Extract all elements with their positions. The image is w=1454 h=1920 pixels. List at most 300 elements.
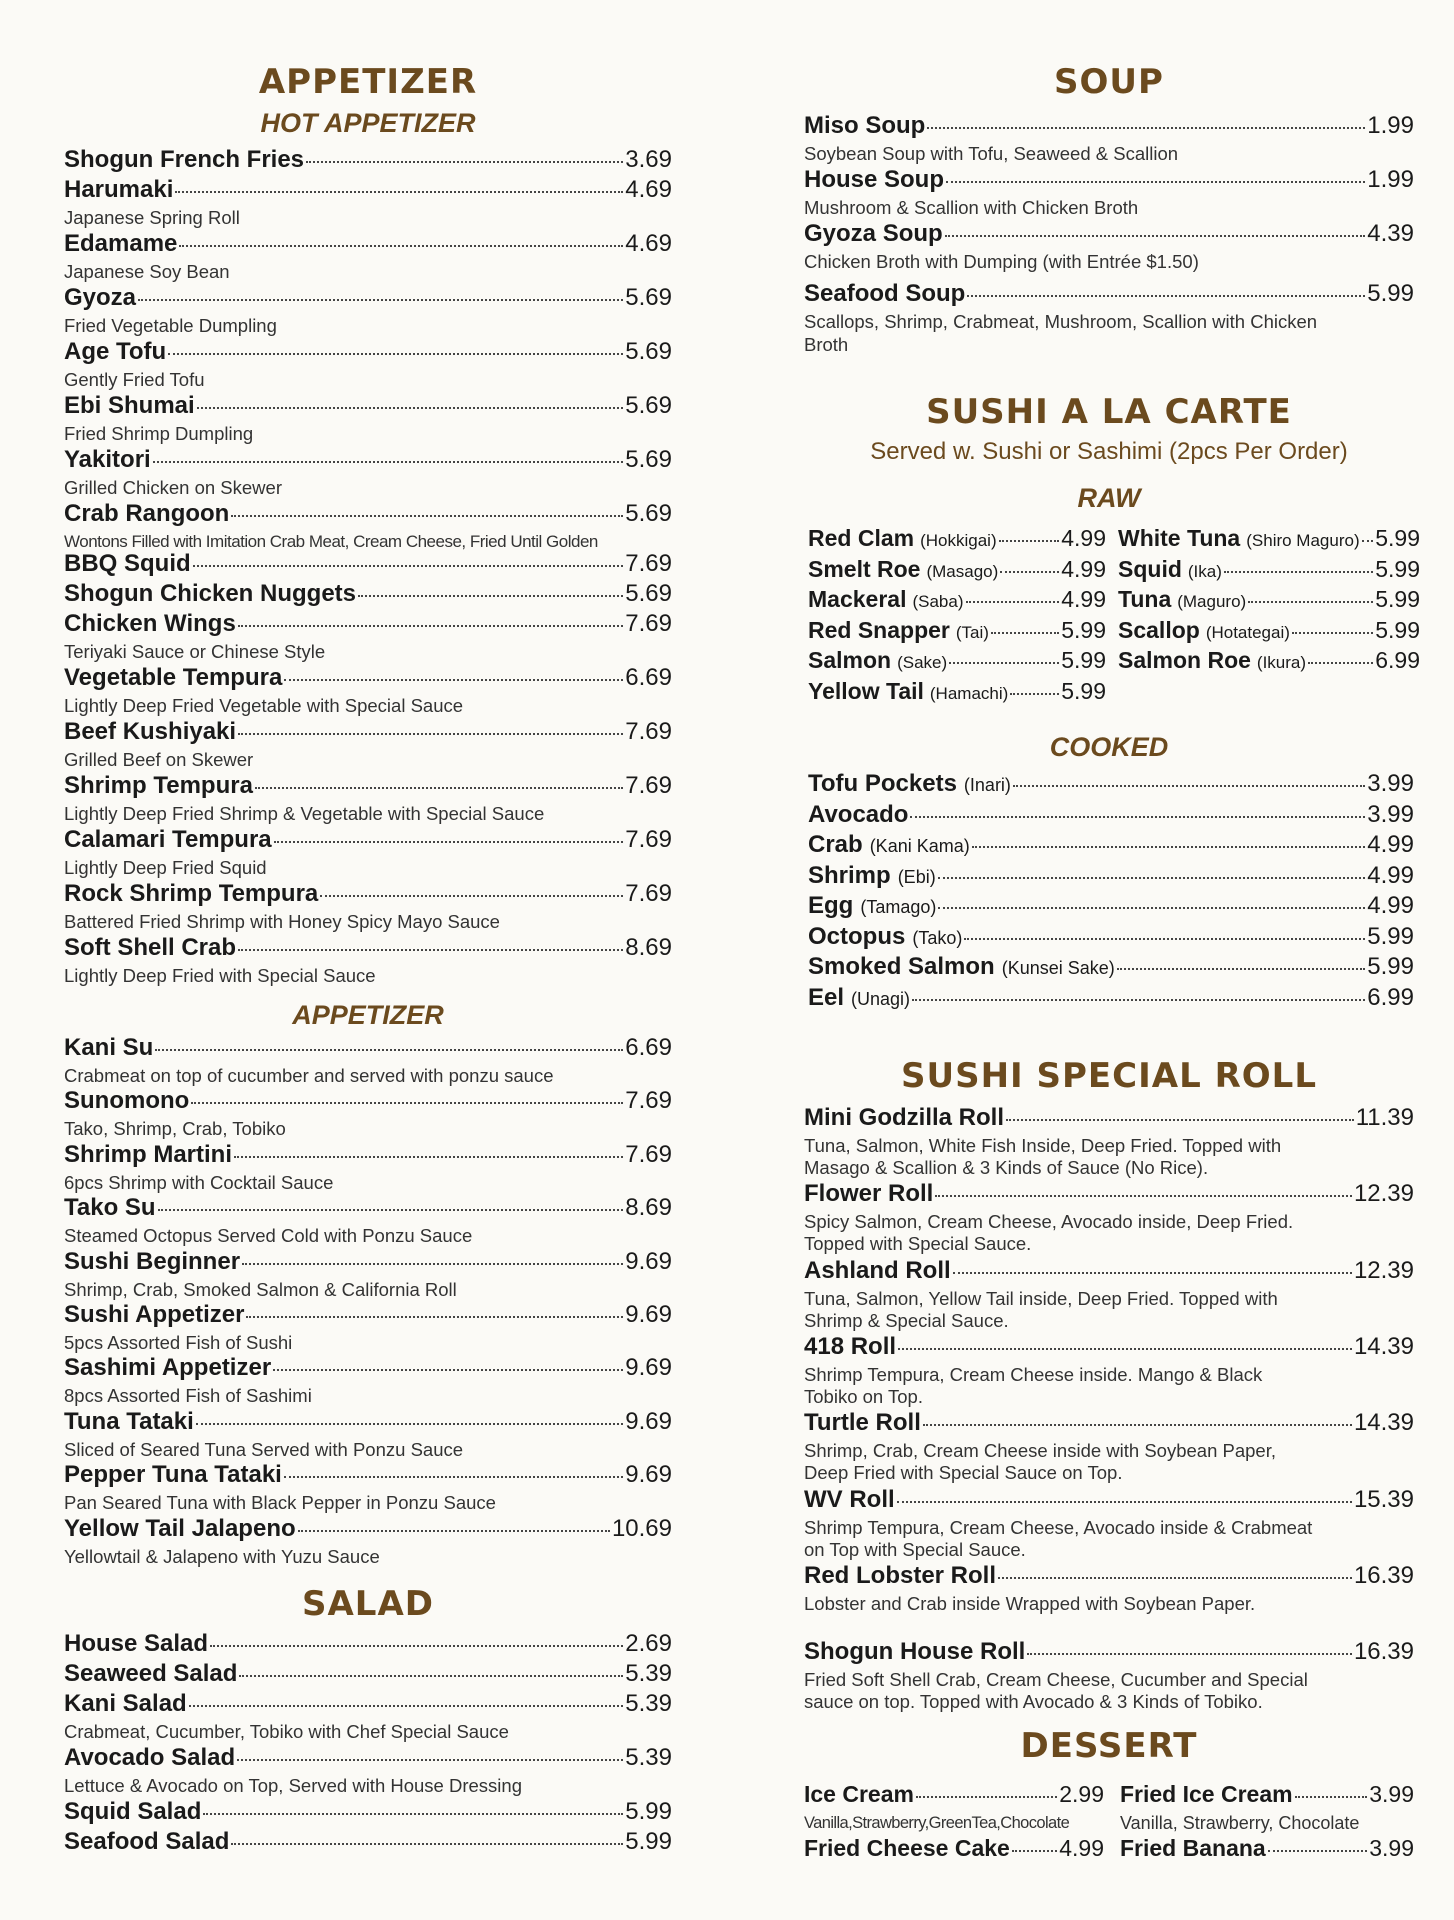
item-price: 5.39 xyxy=(625,1660,672,1687)
item-price: 10.69 xyxy=(611,1515,672,1542)
item-description: Lettuce & Avocado on Top, Served with House Dressing xyxy=(64,1775,522,1796)
item-price: 5.99 xyxy=(1367,923,1414,950)
item-description: on Top with Special Sauce. xyxy=(804,1539,1026,1560)
menu-item xyxy=(64,1828,672,1856)
leader-dots xyxy=(1013,785,1365,787)
item-price: 5.69 xyxy=(625,284,672,311)
leader-dots xyxy=(255,787,623,789)
cooked-heading: COOKED xyxy=(1049,732,1169,762)
item-description: Japanese Spring Roll xyxy=(64,207,240,228)
leader-dots xyxy=(916,1796,1057,1798)
item-name: Avocado xyxy=(808,801,909,828)
leader-dots xyxy=(179,245,623,247)
item-description: Grilled Chicken on Skewer xyxy=(64,477,282,498)
menu-item xyxy=(804,1562,1414,1590)
sushi-a-la-carte-heading: SUSHI A LA CARTE xyxy=(926,392,1292,432)
leader-dots xyxy=(196,1423,623,1425)
menu-item xyxy=(808,984,1414,1013)
item-name: Smelt Roe xyxy=(808,555,921,582)
item-japanese-name: (Tako) xyxy=(912,928,963,948)
item-description: Lightly Deep Fried Squid xyxy=(64,857,267,878)
item-japanese-name: (Sake) xyxy=(897,653,948,672)
menu-item xyxy=(808,524,1106,555)
leader-dots xyxy=(946,181,1365,183)
menu-item xyxy=(808,646,1106,677)
leader-dots xyxy=(238,733,623,735)
item-description: Pan Seared Tuna with Black Pepper in Ponzu Sauce xyxy=(64,1492,496,1513)
leader-dots xyxy=(193,565,624,567)
item-price: 14.39 xyxy=(1353,1333,1414,1360)
item-price: 5.99 xyxy=(1061,616,1106,643)
menu-item xyxy=(804,1180,1414,1208)
menu-item xyxy=(808,953,1414,982)
item-price: 3.99 xyxy=(1369,1835,1414,1861)
leader-dots xyxy=(273,1369,623,1371)
item-price: 7.69 xyxy=(625,880,672,907)
item-description: Deep Fried with Special Sauce on Top. xyxy=(804,1462,1123,1483)
menu-item xyxy=(64,1744,672,1772)
menu-item xyxy=(804,1834,1104,1862)
leader-dots xyxy=(1027,1653,1352,1655)
menu-item xyxy=(1118,616,1420,647)
item-price: 5.69 xyxy=(625,446,672,473)
leader-dots xyxy=(238,625,623,627)
menu-item xyxy=(64,772,672,800)
item-price: 7.69 xyxy=(625,610,672,637)
item-name: House Salad xyxy=(64,1630,209,1657)
item-price: 7.69 xyxy=(625,1087,672,1114)
leader-dots xyxy=(953,1272,1352,1274)
item-description: Shrimp Tempura, Cream Cheese inside. Mango & Black xyxy=(804,1364,1263,1385)
item-japanese-name: (Hokkigai) xyxy=(920,531,997,550)
leader-dots xyxy=(1006,1119,1354,1121)
menu-item xyxy=(64,550,672,578)
leader-dots xyxy=(1010,693,1059,695)
item-name: Eel xyxy=(808,984,845,1011)
menu-item xyxy=(64,664,672,692)
item-name: Squid Salad xyxy=(64,1798,202,1825)
item-price: 5.99 xyxy=(1367,280,1414,307)
item-price: 9.69 xyxy=(625,1301,672,1328)
menu-item xyxy=(808,585,1106,616)
menu-item xyxy=(64,1798,672,1826)
item-japanese-name: (Tamago) xyxy=(860,897,937,917)
leader-dots xyxy=(153,461,624,463)
item-name: Turtle Roll xyxy=(804,1409,921,1436)
item-japanese-name: (Ebi) xyxy=(897,867,936,887)
item-description: Fried Vegetable Dumpling xyxy=(64,315,277,336)
item-price: 6.69 xyxy=(625,664,672,691)
leader-dots xyxy=(1012,1850,1057,1852)
item-name: Mini Godzilla Roll xyxy=(804,1104,1004,1131)
item-description: Tobiko on Top. xyxy=(804,1386,923,1407)
salad-heading: SALAD xyxy=(301,1584,434,1624)
item-japanese-name: (Kunsei Sake) xyxy=(1001,958,1115,978)
leader-dots xyxy=(231,515,623,517)
item-name: Pepper Tuna Tataki xyxy=(64,1461,282,1488)
menu-item xyxy=(64,446,672,474)
cold-appetizer-heading: APPETIZER xyxy=(292,1000,444,1030)
item-name: White Tuna xyxy=(1118,525,1241,551)
item-name: Beef Kushiyaki xyxy=(64,718,237,745)
item-price: 9.69 xyxy=(625,1461,672,1488)
item-name: Kani Su xyxy=(64,1034,154,1061)
item-description: Wontons Filled with Imitation Crab Meat, Cream Cheese, Fried Until Golden xyxy=(64,532,598,551)
item-name: Scallop xyxy=(1118,616,1200,643)
leader-dots xyxy=(991,632,1059,634)
item-japanese-name: (Kani Kama) xyxy=(869,836,970,856)
menu-item xyxy=(804,112,1414,140)
item-description: Crabmeat on top of cucumber and served with ponzu sauce xyxy=(64,1065,554,1086)
item-japanese-name: (Shiro Maguro) xyxy=(1246,531,1360,550)
leader-dots xyxy=(234,1156,623,1158)
item-name: Age Tofu xyxy=(64,338,167,365)
item-name: Tako Su xyxy=(64,1194,156,1221)
leader-dots xyxy=(998,1577,1352,1579)
leader-dots xyxy=(175,191,623,193)
item-name: Seaweed Salad xyxy=(64,1660,238,1687)
menu-item xyxy=(64,500,672,528)
item-name: Kani Salad xyxy=(64,1690,187,1717)
item-price: 9.69 xyxy=(625,1354,672,1381)
item-name: BBQ Squid xyxy=(64,550,191,577)
soup-heading: SOUP xyxy=(1054,62,1164,102)
item-price: 4.39 xyxy=(1367,220,1414,247)
item-name: Red Clam xyxy=(808,525,915,551)
item-japanese-name: (Hotategai) xyxy=(1205,622,1290,642)
leader-dots xyxy=(912,999,1365,1001)
leader-dots xyxy=(938,877,1366,879)
menu-item xyxy=(64,338,672,366)
item-price: 3.99 xyxy=(1369,1781,1414,1807)
item-description: Tako, Shrimp, Crab, Tobiko xyxy=(64,1118,286,1139)
menu-item xyxy=(808,862,1414,891)
leader-dots xyxy=(923,1424,1352,1426)
leader-dots xyxy=(138,299,623,301)
item-name: Tofu Pockets xyxy=(808,770,957,797)
item-japanese-name: (Masago) xyxy=(926,561,999,581)
item-name: Rock Shrimp Tempura xyxy=(64,880,319,907)
menu-item xyxy=(1120,1834,1414,1862)
leader-dots xyxy=(1295,1796,1368,1798)
menu-item xyxy=(64,1194,672,1222)
item-price: 4.99 xyxy=(1367,862,1414,889)
menu-item xyxy=(64,1408,672,1436)
leader-dots xyxy=(1362,540,1374,542)
item-description: Tuna, Salmon, Yellow Tail inside, Deep Fried. Topped with xyxy=(804,1288,1278,1309)
item-price: 8.69 xyxy=(625,1194,672,1221)
menu-item xyxy=(64,1690,672,1718)
menu-item xyxy=(64,392,672,420)
item-name: Fried Ice Cream xyxy=(1120,1781,1293,1807)
item-name: Smoked Salmon xyxy=(808,953,995,980)
item-description: Shrimp Tempura, Cream Cheese, Avocado inside & Crabmeat xyxy=(804,1517,1313,1538)
item-price: 5.69 xyxy=(625,392,672,419)
item-description: Fried Shrimp Dumpling xyxy=(64,423,254,444)
leader-dots xyxy=(191,1102,623,1104)
leader-dots xyxy=(1292,632,1373,634)
hot-appetizer-heading: HOT APPETIZER xyxy=(260,108,476,138)
item-price: 6.99 xyxy=(1375,647,1420,673)
item-description: Vanilla,Strawberry,GreenTea,Chocolate xyxy=(804,1814,1070,1832)
item-description: Spicy Salmon, Cream Cheese, Avocado inside, Deep Fried. xyxy=(804,1211,1294,1232)
item-price: 5.99 xyxy=(1375,525,1420,551)
menu-item xyxy=(808,831,1414,860)
leader-dots xyxy=(197,407,624,409)
leader-dots xyxy=(898,1348,1352,1350)
item-japanese-name: (Ikura) xyxy=(1256,653,1307,672)
item-price: 2.69 xyxy=(625,1630,672,1657)
item-description: 8pcs Assorted Fish of Sashimi xyxy=(64,1385,312,1406)
sushi-a-la-carte-subtitle: Served w. Sushi or Sashimi (2pcs Per Order) xyxy=(870,438,1348,465)
item-description: Lightly Deep Fried Vegetable with Special Sauce xyxy=(64,695,464,716)
item-price: 11.39 xyxy=(1355,1104,1414,1131)
item-description: Shrimp, Crab, Smoked Salmon & California Roll xyxy=(64,1279,457,1300)
leader-dots xyxy=(964,938,1365,940)
item-name: Crab xyxy=(808,831,863,858)
menu-item xyxy=(1120,1780,1414,1808)
item-price: 9.69 xyxy=(625,1408,672,1435)
item-name: Chicken Wings xyxy=(64,610,236,637)
menu-item xyxy=(804,1486,1414,1514)
menu-item xyxy=(64,1630,672,1658)
item-name: Gyoza Soup xyxy=(804,220,943,247)
item-name: Avocado Salad xyxy=(64,1744,236,1771)
item-price: 6.99 xyxy=(1367,984,1414,1011)
item-name: Egg xyxy=(808,892,854,919)
item-description: Grilled Beef on Skewer xyxy=(64,749,254,770)
item-name: Octopus xyxy=(808,923,906,950)
item-price: 4.99 xyxy=(1367,831,1414,858)
item-name: Edamame xyxy=(64,230,178,257)
leader-dots xyxy=(238,949,623,951)
item-price: 2.99 xyxy=(1059,1781,1104,1807)
item-name: Vegetable Tempura xyxy=(64,664,283,691)
leader-dots xyxy=(231,1843,623,1845)
item-name: Red Snapper xyxy=(808,616,950,643)
item-name: Shogun House Roll xyxy=(804,1638,1026,1665)
leader-dots xyxy=(938,907,1365,909)
item-name: Sunomono xyxy=(64,1087,190,1114)
leader-dots xyxy=(168,353,623,355)
item-price: 5.39 xyxy=(625,1744,672,1771)
menu-item xyxy=(808,892,1414,921)
item-description: Crabmeat, Cucumber, Tobiko with Chef Special Sauce xyxy=(64,1721,509,1742)
item-name: Crab Rangoon xyxy=(64,500,230,527)
item-price: 1.99 xyxy=(1367,166,1414,193)
item-price: 4.99 xyxy=(1061,525,1106,551)
item-description: Gently Fried Tofu xyxy=(64,369,205,390)
leader-dots xyxy=(284,679,623,681)
item-name: 418 Roll xyxy=(804,1333,897,1360)
menu-item xyxy=(808,770,1414,799)
item-name: Shogun French Fries xyxy=(64,146,305,173)
menu-item xyxy=(64,230,672,258)
menu-item xyxy=(1118,555,1420,586)
item-price: 3.99 xyxy=(1367,770,1414,797)
item-price: 7.69 xyxy=(625,718,672,745)
item-price: 7.69 xyxy=(625,826,672,853)
item-japanese-name: (Ika) xyxy=(1187,561,1222,581)
item-description: Yellowtail & Jalapeno with Yuzu Sauce xyxy=(64,1546,380,1567)
leader-dots xyxy=(306,161,623,163)
item-description: Fried Soft Shell Crab, Cream Cheese, Cucumber and Special xyxy=(804,1669,1308,1690)
leader-dots xyxy=(1117,968,1366,970)
leader-dots xyxy=(358,595,623,597)
item-name: Ashland Roll xyxy=(804,1257,951,1284)
item-price: 5.39 xyxy=(625,1690,672,1717)
item-price: 3.99 xyxy=(1367,801,1414,828)
leader-dots xyxy=(1268,1850,1368,1852)
menu-item xyxy=(64,1087,672,1115)
leader-dots xyxy=(1248,601,1373,603)
appetizer-heading: APPETIZER xyxy=(258,62,478,102)
item-name: Soft Shell Crab xyxy=(64,934,237,961)
menu-item xyxy=(1118,524,1420,555)
item-description: Soybean Soup with Tofu, Seaweed & Scallion xyxy=(804,143,1179,164)
menu-item xyxy=(808,555,1106,586)
menu-item xyxy=(64,934,672,962)
item-name: Salmon Roe xyxy=(1118,647,1251,673)
menu-item xyxy=(808,923,1414,952)
leader-dots xyxy=(966,601,1060,603)
item-description: Masago & Scallion & 3 Kinds of Sauce (No Rice). xyxy=(804,1157,1209,1178)
item-price: 14.39 xyxy=(1353,1409,1414,1436)
item-name: Ebi Shumai xyxy=(64,392,195,419)
menu-item xyxy=(808,616,1106,647)
leader-dots xyxy=(298,1530,610,1532)
menu-item xyxy=(804,1638,1414,1666)
menu-item xyxy=(64,580,672,608)
menu-item xyxy=(804,1409,1414,1437)
item-price: 5.99 xyxy=(1061,677,1106,704)
menu-item xyxy=(804,280,1414,308)
special-roll-heading: SUSHI SPECIAL ROLL xyxy=(901,1056,1317,1096)
item-japanese-name: (Inari) xyxy=(963,775,1011,795)
item-name: Yellow Tail xyxy=(808,677,924,704)
menu-item xyxy=(64,1660,672,1688)
item-japanese-name: (Unagi) xyxy=(851,989,911,1009)
menu-item xyxy=(64,1034,672,1062)
item-description: Lightly Deep Fried Shrimp & Vegetable with Special Sauce xyxy=(64,803,545,824)
item-japanese-name: (Hamachi) xyxy=(929,683,1009,703)
item-price: 4.99 xyxy=(1061,586,1106,612)
menu-item xyxy=(808,801,1414,829)
leader-dots xyxy=(1308,662,1373,664)
item-name: Salmon xyxy=(808,647,892,673)
menu-item xyxy=(1118,585,1420,616)
leader-dots xyxy=(897,1501,1352,1503)
item-description: Mushroom & Scallion with Chicken Broth xyxy=(804,197,1139,218)
menu-item xyxy=(64,146,672,174)
item-price: 5.99 xyxy=(1375,616,1420,643)
menu-item xyxy=(64,1301,672,1329)
item-name: Yellow Tail Jalapeno xyxy=(64,1515,296,1542)
item-price: 4.69 xyxy=(625,176,672,203)
item-description: Scallops, Shrimp, Crabmeat, Mushroom, Scallion with Chicken Broth xyxy=(804,311,1318,355)
leader-dots xyxy=(927,127,1365,129)
item-price: 5.99 xyxy=(1367,953,1414,980)
item-description: Japanese Soy Bean xyxy=(64,261,230,282)
item-price: 5.99 xyxy=(1375,586,1420,612)
item-description: Steamed Octopus Served Cold with Ponzu Sauce xyxy=(64,1225,473,1246)
item-description: 6pcs Shrimp with Cocktail Sauce xyxy=(64,1172,334,1193)
item-price: 3.69 xyxy=(625,146,672,173)
item-name: Shrimp Martini xyxy=(64,1141,233,1168)
item-japanese-name: (Tai) xyxy=(955,622,989,642)
leader-dots xyxy=(910,816,1365,818)
item-name: Tuna xyxy=(1118,586,1172,612)
item-price: 5.69 xyxy=(625,500,672,527)
leader-dots xyxy=(239,1675,623,1677)
menu-item xyxy=(1118,646,1420,677)
item-description: Tuna, Salmon, White Fish Inside, Deep Fried. Topped with xyxy=(804,1135,1282,1156)
item-name: House Soup xyxy=(804,166,945,193)
leader-dots xyxy=(284,1476,623,1478)
item-price: 16.39 xyxy=(1353,1638,1414,1665)
item-name: Shrimp Tempura xyxy=(64,772,253,799)
item-name: Sashimi Appetizer xyxy=(64,1354,272,1381)
leader-dots xyxy=(935,1195,1352,1197)
item-description: 5pcs Assorted Fish of Sushi xyxy=(64,1332,293,1353)
menu-item xyxy=(804,1780,1104,1808)
item-price: 5.99 xyxy=(625,1828,672,1855)
leader-dots xyxy=(155,1049,623,1051)
item-description: Lobster and Crab inside Wrapped with Soybean Paper. xyxy=(804,1593,1256,1614)
item-japanese-name: (Saba) xyxy=(912,592,964,611)
menu-item xyxy=(64,1515,672,1543)
menu-item xyxy=(64,1354,672,1382)
item-description: sauce on top. Topped with Avocado & 3 Kinds of Tobiko. xyxy=(804,1691,1263,1712)
item-name: Gyoza xyxy=(64,284,137,311)
menu-item xyxy=(804,1257,1414,1285)
item-price: 5.99 xyxy=(1061,647,1106,673)
leader-dots xyxy=(967,295,1365,297)
menu-item xyxy=(804,1104,1414,1132)
item-name: Tuna Tataki xyxy=(64,1408,194,1435)
item-price: 6.69 xyxy=(625,1034,672,1061)
leader-dots xyxy=(945,235,1366,237)
menu-item xyxy=(64,1248,672,1276)
leader-dots xyxy=(999,540,1060,542)
menu-item xyxy=(64,880,672,908)
item-name: Miso Soup xyxy=(804,112,926,139)
item-price: 5.69 xyxy=(625,338,672,365)
leader-dots xyxy=(242,1263,623,1265)
item-price: 7.69 xyxy=(625,772,672,799)
item-name: Mackeral xyxy=(808,586,907,612)
item-price: 12.39 xyxy=(1353,1180,1414,1207)
item-price: 8.69 xyxy=(625,934,672,961)
leader-dots xyxy=(1000,571,1059,573)
item-description: Lightly Deep Fried with Special Sauce xyxy=(64,965,376,986)
item-description: Chicken Broth with Dumping (with Entrée $1.50) xyxy=(804,251,1199,272)
item-price: 4.99 xyxy=(1059,1835,1104,1861)
menu-item xyxy=(64,610,672,638)
item-price: 9.69 xyxy=(625,1248,672,1275)
leader-dots xyxy=(246,1316,623,1318)
item-name: Flower Roll xyxy=(804,1180,934,1207)
item-price: 5.69 xyxy=(625,580,672,607)
item-description: Battered Fried Shrimp with Honey Spicy Mayo Sauce xyxy=(64,911,500,932)
leader-dots xyxy=(158,1209,624,1211)
leader-dots xyxy=(274,841,624,843)
leader-dots xyxy=(203,1813,623,1815)
item-price: 4.69 xyxy=(625,230,672,257)
item-price: 1.99 xyxy=(1367,112,1414,139)
item-name: Harumaki xyxy=(64,176,174,203)
item-price: 4.99 xyxy=(1061,555,1106,582)
